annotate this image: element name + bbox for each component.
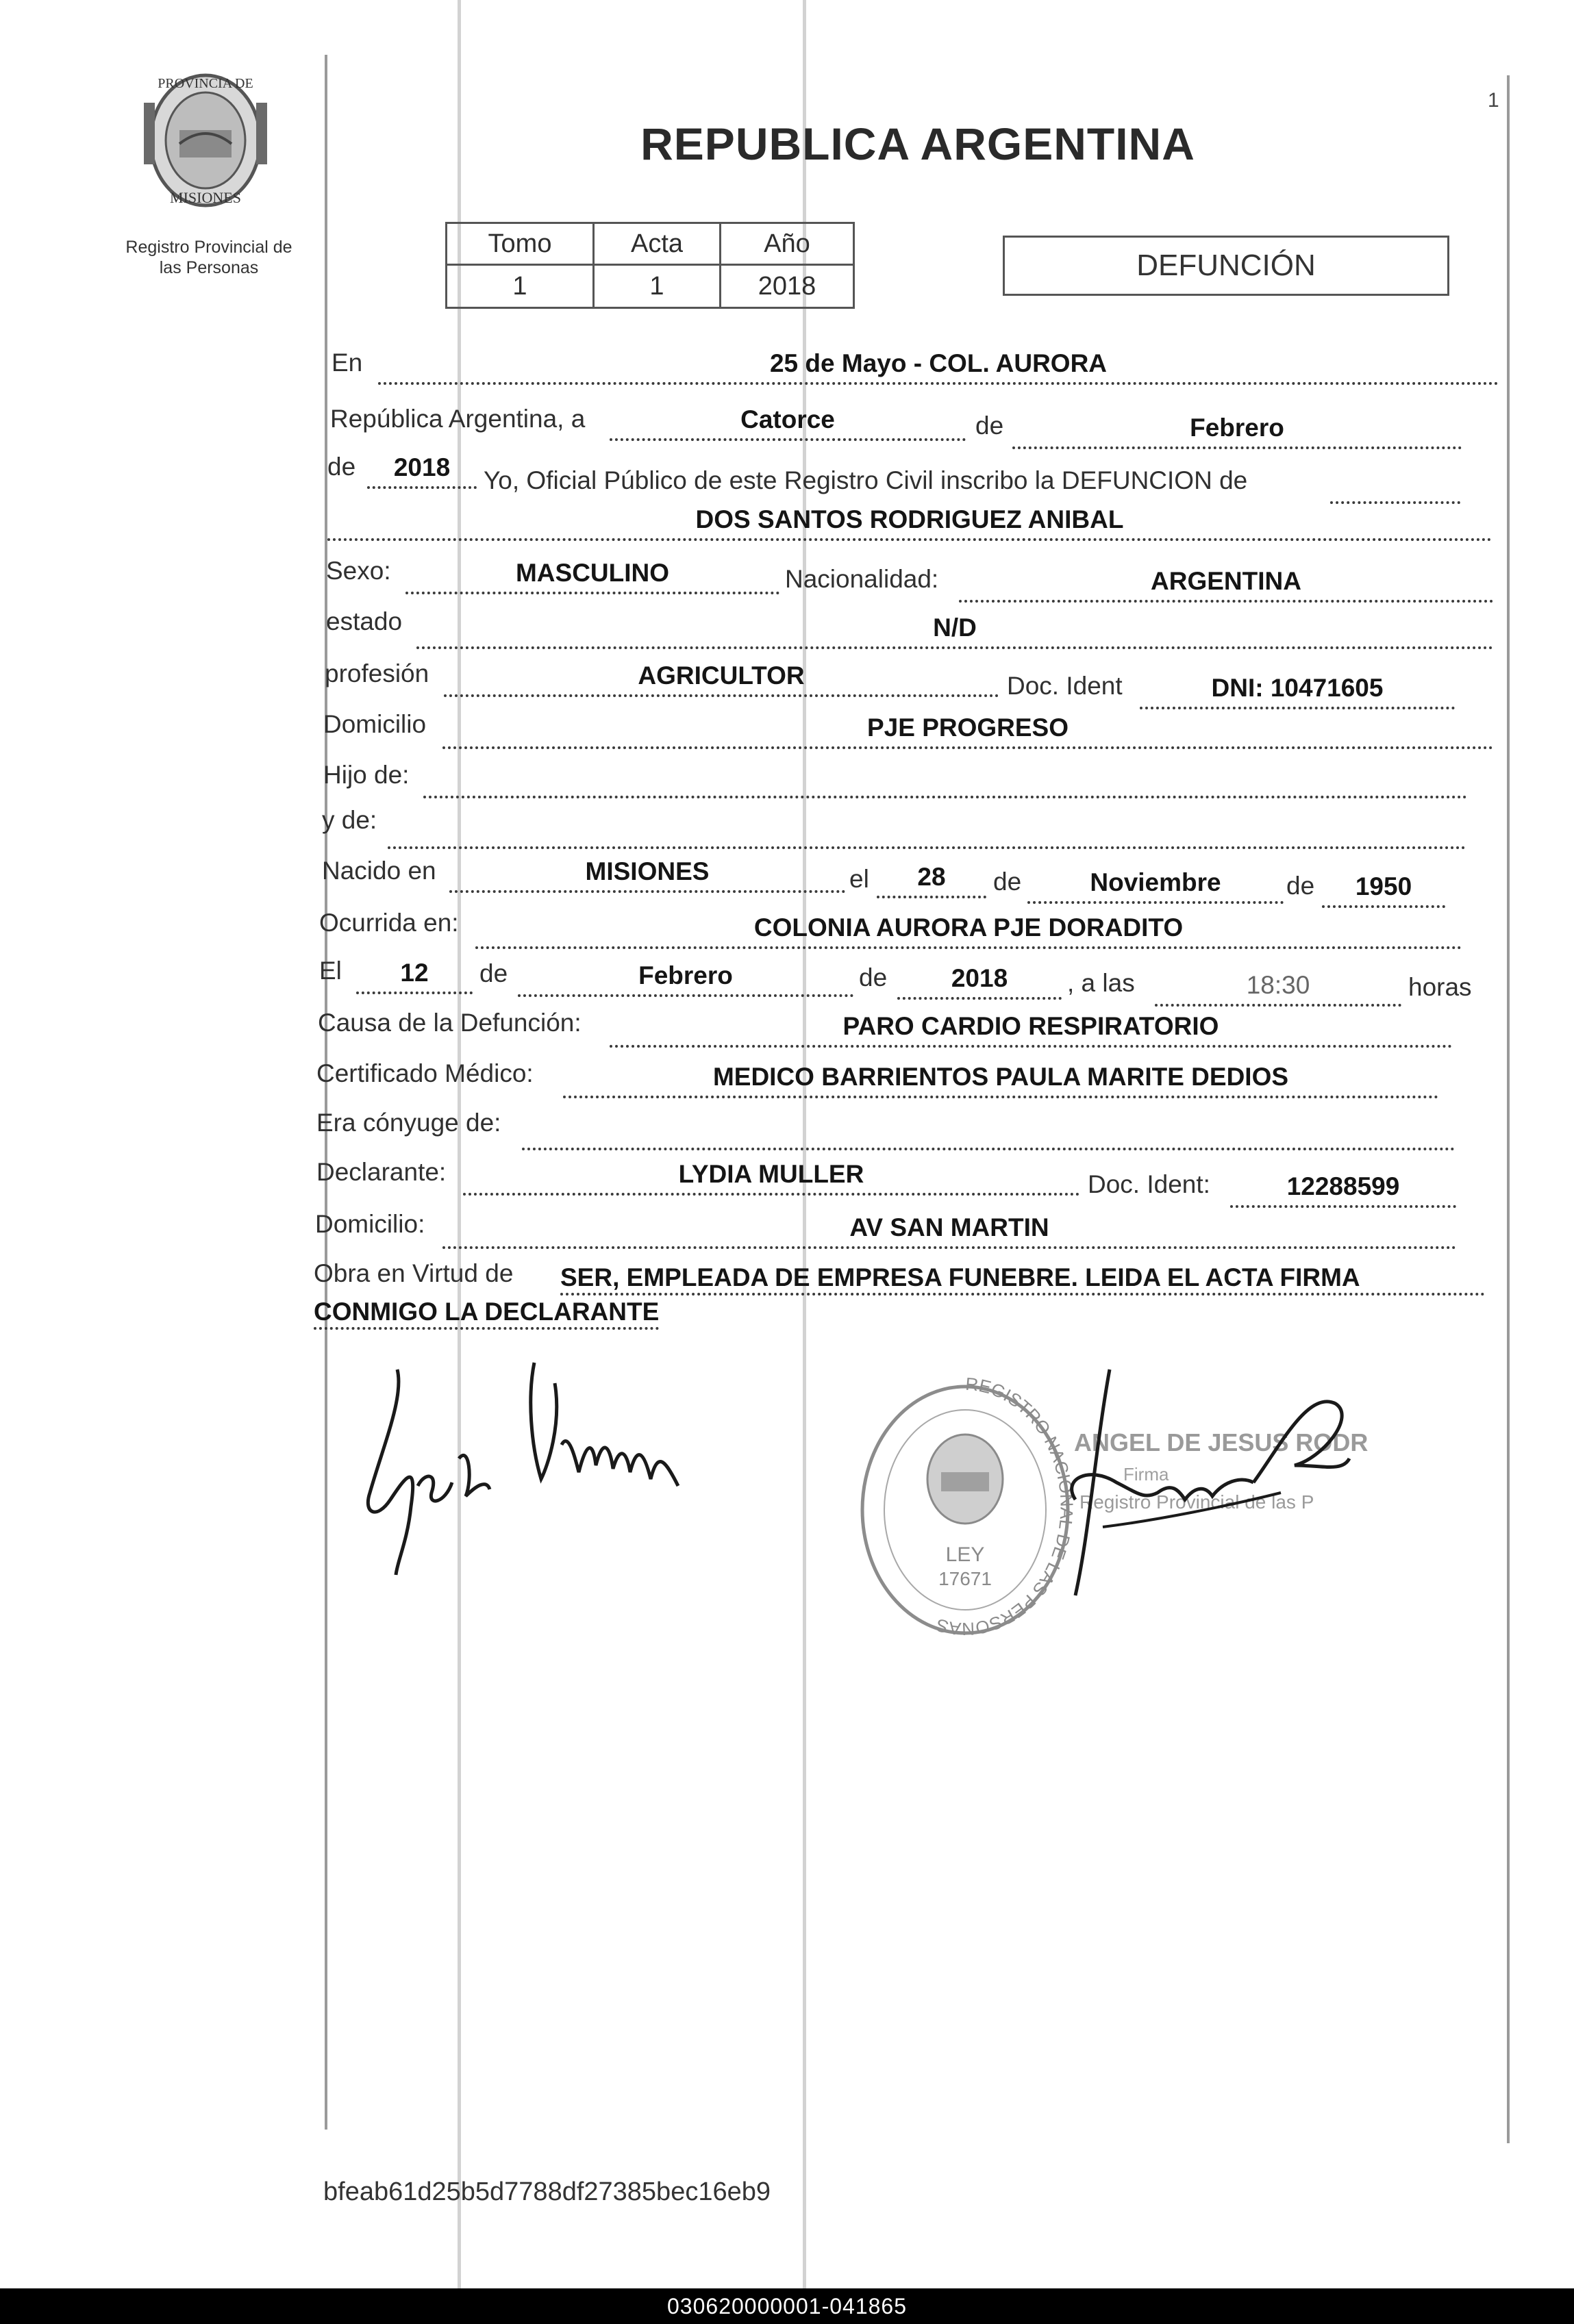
- doc-ident-value: DNI: 10471605: [1211, 674, 1384, 702]
- birth-day-value: 28: [917, 863, 946, 891]
- a-las-label: , a las: [1067, 969, 1135, 997]
- nacido-en-value: MISIONES: [585, 857, 710, 885]
- death-time-field: [1155, 972, 1401, 1007]
- year-value: 2018: [393, 453, 451, 481]
- en-label: En: [332, 349, 363, 377]
- nacido-label: Nacido en: [322, 857, 436, 885]
- birth-month-field: [1027, 870, 1284, 904]
- death-time-value: 18:30: [1246, 971, 1310, 999]
- conyuge-label: Era cónyuge de:: [316, 1109, 501, 1137]
- profesion-value: AGRICULTOR: [638, 661, 805, 690]
- registry-value-tomo: 1: [447, 265, 594, 308]
- de-label-3: de: [993, 868, 1022, 896]
- death-month-value: Febrero: [638, 961, 733, 989]
- month-value: Febrero: [1190, 414, 1284, 442]
- stamp-ring-text: REGISTRO NACIONAL DE LAS PERSONAS: [934, 1373, 1077, 1640]
- declarante-doc-field: [1230, 1174, 1456, 1208]
- place-value: 25 de Mayo - COL. AURORA: [769, 349, 1108, 377]
- certificado-label: Certificado Médico:: [316, 1059, 534, 1087]
- yde-label: y de:: [322, 806, 377, 834]
- yde-field: [388, 815, 1466, 849]
- declarante-field: [463, 1161, 1079, 1196]
- republica-label: República Argentina, a: [330, 405, 586, 433]
- obra-label: Obra en Virtud de: [314, 1259, 514, 1287]
- obra-line1: SER, EMPLEADA DE EMPRESA FUNEBRE. LEIDA EL ACTA FIRMA: [560, 1263, 1485, 1296]
- nacionalidad-field: [959, 568, 1493, 603]
- profesion-field: [444, 663, 999, 697]
- seal-caption-line2: las Personas: [159, 258, 259, 277]
- stamp-law-label: LEY: [945, 1543, 985, 1566]
- de-label-5: de: [479, 959, 508, 987]
- de-label-6: de: [859, 963, 888, 992]
- obra-line2: CONMIGO LA DECLARANTE: [314, 1297, 659, 1330]
- el-cap-label: El: [319, 957, 342, 985]
- page-number: 1: [1488, 89, 1499, 112]
- declarante-value: LYDIA MULLER: [678, 1160, 864, 1188]
- misiones-coat-of-arms-logo: [137, 62, 274, 216]
- record-type-box: DEFUNCIÓN: [1003, 236, 1449, 296]
- registry-header-acta: Acta: [594, 223, 721, 265]
- page-title: REPUBLICA ARGENTINA: [640, 118, 1195, 169]
- document-hash: bfeab61d25b5d7788df27385bec16eb9: [323, 2177, 771, 2206]
- nacido-en-field: [449, 859, 845, 893]
- year-field: [367, 455, 477, 489]
- declarante-doc-value: 12288599: [1286, 1172, 1400, 1200]
- official-stamp: [852, 1369, 1078, 1654]
- logo-text-top: PROVINCIA DE: [158, 76, 253, 91]
- deceased-name-field: [327, 507, 1492, 541]
- doc-ident-field: [1140, 675, 1455, 709]
- officer-name-stamp: ANGEL DE JESUS RODR: [1074, 1428, 1369, 1456]
- causa-field: [610, 1013, 1452, 1048]
- fold-line-left: [458, 0, 461, 2288]
- registry-value-anio: 2018: [721, 265, 854, 308]
- right-margin-line: [1507, 75, 1510, 2143]
- registry-header-tomo: Tomo: [447, 223, 594, 265]
- doc-ident2-label: Doc. Ident:: [1088, 1170, 1210, 1198]
- causa-label: Causa de la Defunción:: [318, 1009, 582, 1037]
- estado-field: [416, 615, 1493, 649]
- domicilio2-label: Domicilio:: [315, 1210, 425, 1238]
- death-day-value: 12: [400, 959, 429, 987]
- horas-label: horas: [1408, 973, 1472, 1001]
- intro-text: Yo, Oficial Público de este Registro Civil inscribo la DEFUNCION de: [484, 466, 1248, 494]
- death-day-field: [356, 960, 473, 994]
- profesion-label: profesión: [325, 659, 429, 687]
- ocurrida-value: COLONIA AURORA PJE DORADITO: [753, 913, 1184, 942]
- sexo-value: MASCULINO: [515, 559, 670, 587]
- ocurrida-field: [475, 915, 1462, 949]
- officer-registry-stamp: Registro Provincial de las P: [1079, 1491, 1314, 1513]
- conyuge-field: [522, 1116, 1455, 1150]
- birth-day-field: [877, 864, 986, 898]
- causa-value: PARO CARDIO RESPIRATORIO: [842, 1012, 1219, 1040]
- domicilio-field: [442, 715, 1493, 749]
- birth-year-value: 1950: [1355, 872, 1412, 900]
- officer-signature: [1048, 1363, 1377, 1613]
- el-label: el: [849, 865, 869, 893]
- declarant-signature: [356, 1342, 712, 1592]
- hijo-label: Hijo de:: [323, 761, 410, 789]
- birth-year-field: [1322, 874, 1445, 908]
- registry-value-acta: 1: [594, 265, 721, 308]
- declarante-domicilio-field: [442, 1215, 1456, 1249]
- seal-caption-line1: Registro Provincial de: [125, 238, 292, 257]
- doc-ident-label: Doc. Ident: [1007, 672, 1123, 700]
- deceased-name-value: DOS SANTOS RODRIGUEZ ANIBAL: [695, 505, 1124, 533]
- nacionalidad-value: ARGENTINA: [1151, 567, 1301, 595]
- de-label-4: de: [1286, 872, 1315, 900]
- birth-month-value: Noviembre: [1090, 868, 1221, 896]
- day-words-field: [610, 407, 966, 441]
- month-field: [1012, 415, 1462, 449]
- domicilio-label: Domicilio: [323, 710, 427, 738]
- officer-title-stamp: Firma: [1123, 1464, 1169, 1485]
- sexo-label: Sexo:: [326, 557, 391, 585]
- estado-value: N/D: [933, 614, 977, 642]
- ocurrida-label: Ocurrida en:: [319, 909, 459, 937]
- barcode-text: 030620000001-041865: [667, 2294, 907, 2319]
- sexo-field: [405, 560, 779, 594]
- domicilio-value: PJE PROGRESO: [866, 713, 1069, 742]
- registry-header-anio: Año: [721, 223, 854, 265]
- certificado-value: MEDICO BARRIENTOS PAULA MARITE DEDIOS: [712, 1063, 1289, 1091]
- day-words-value: Catorce: [740, 405, 835, 433]
- seal-caption: [103, 237, 315, 278]
- stamp-law-number: 17671: [938, 1568, 992, 1589]
- place-field: [378, 351, 1499, 385]
- death-year-value: 2018: [951, 964, 1008, 992]
- declarante-domicilio-value: AV SAN MARTIN: [849, 1213, 1049, 1241]
- left-margin-line: [325, 55, 327, 2130]
- certificado-field: [563, 1064, 1438, 1098]
- death-year-field: [897, 965, 1062, 1000]
- death-month-field: [518, 963, 853, 997]
- declarante-label: Declarante:: [316, 1158, 447, 1186]
- hijo-field: [423, 764, 1467, 798]
- de-label-1: de: [975, 412, 1004, 440]
- estado-label: estado: [326, 607, 403, 635]
- de-label-2: de: [327, 453, 356, 481]
- logo-text-bottom: MISIONES: [170, 189, 241, 206]
- registry-table: [445, 222, 855, 309]
- intro-trailing-field: [1330, 470, 1460, 504]
- nacionalidad-label: Nacionalidad:: [785, 565, 939, 593]
